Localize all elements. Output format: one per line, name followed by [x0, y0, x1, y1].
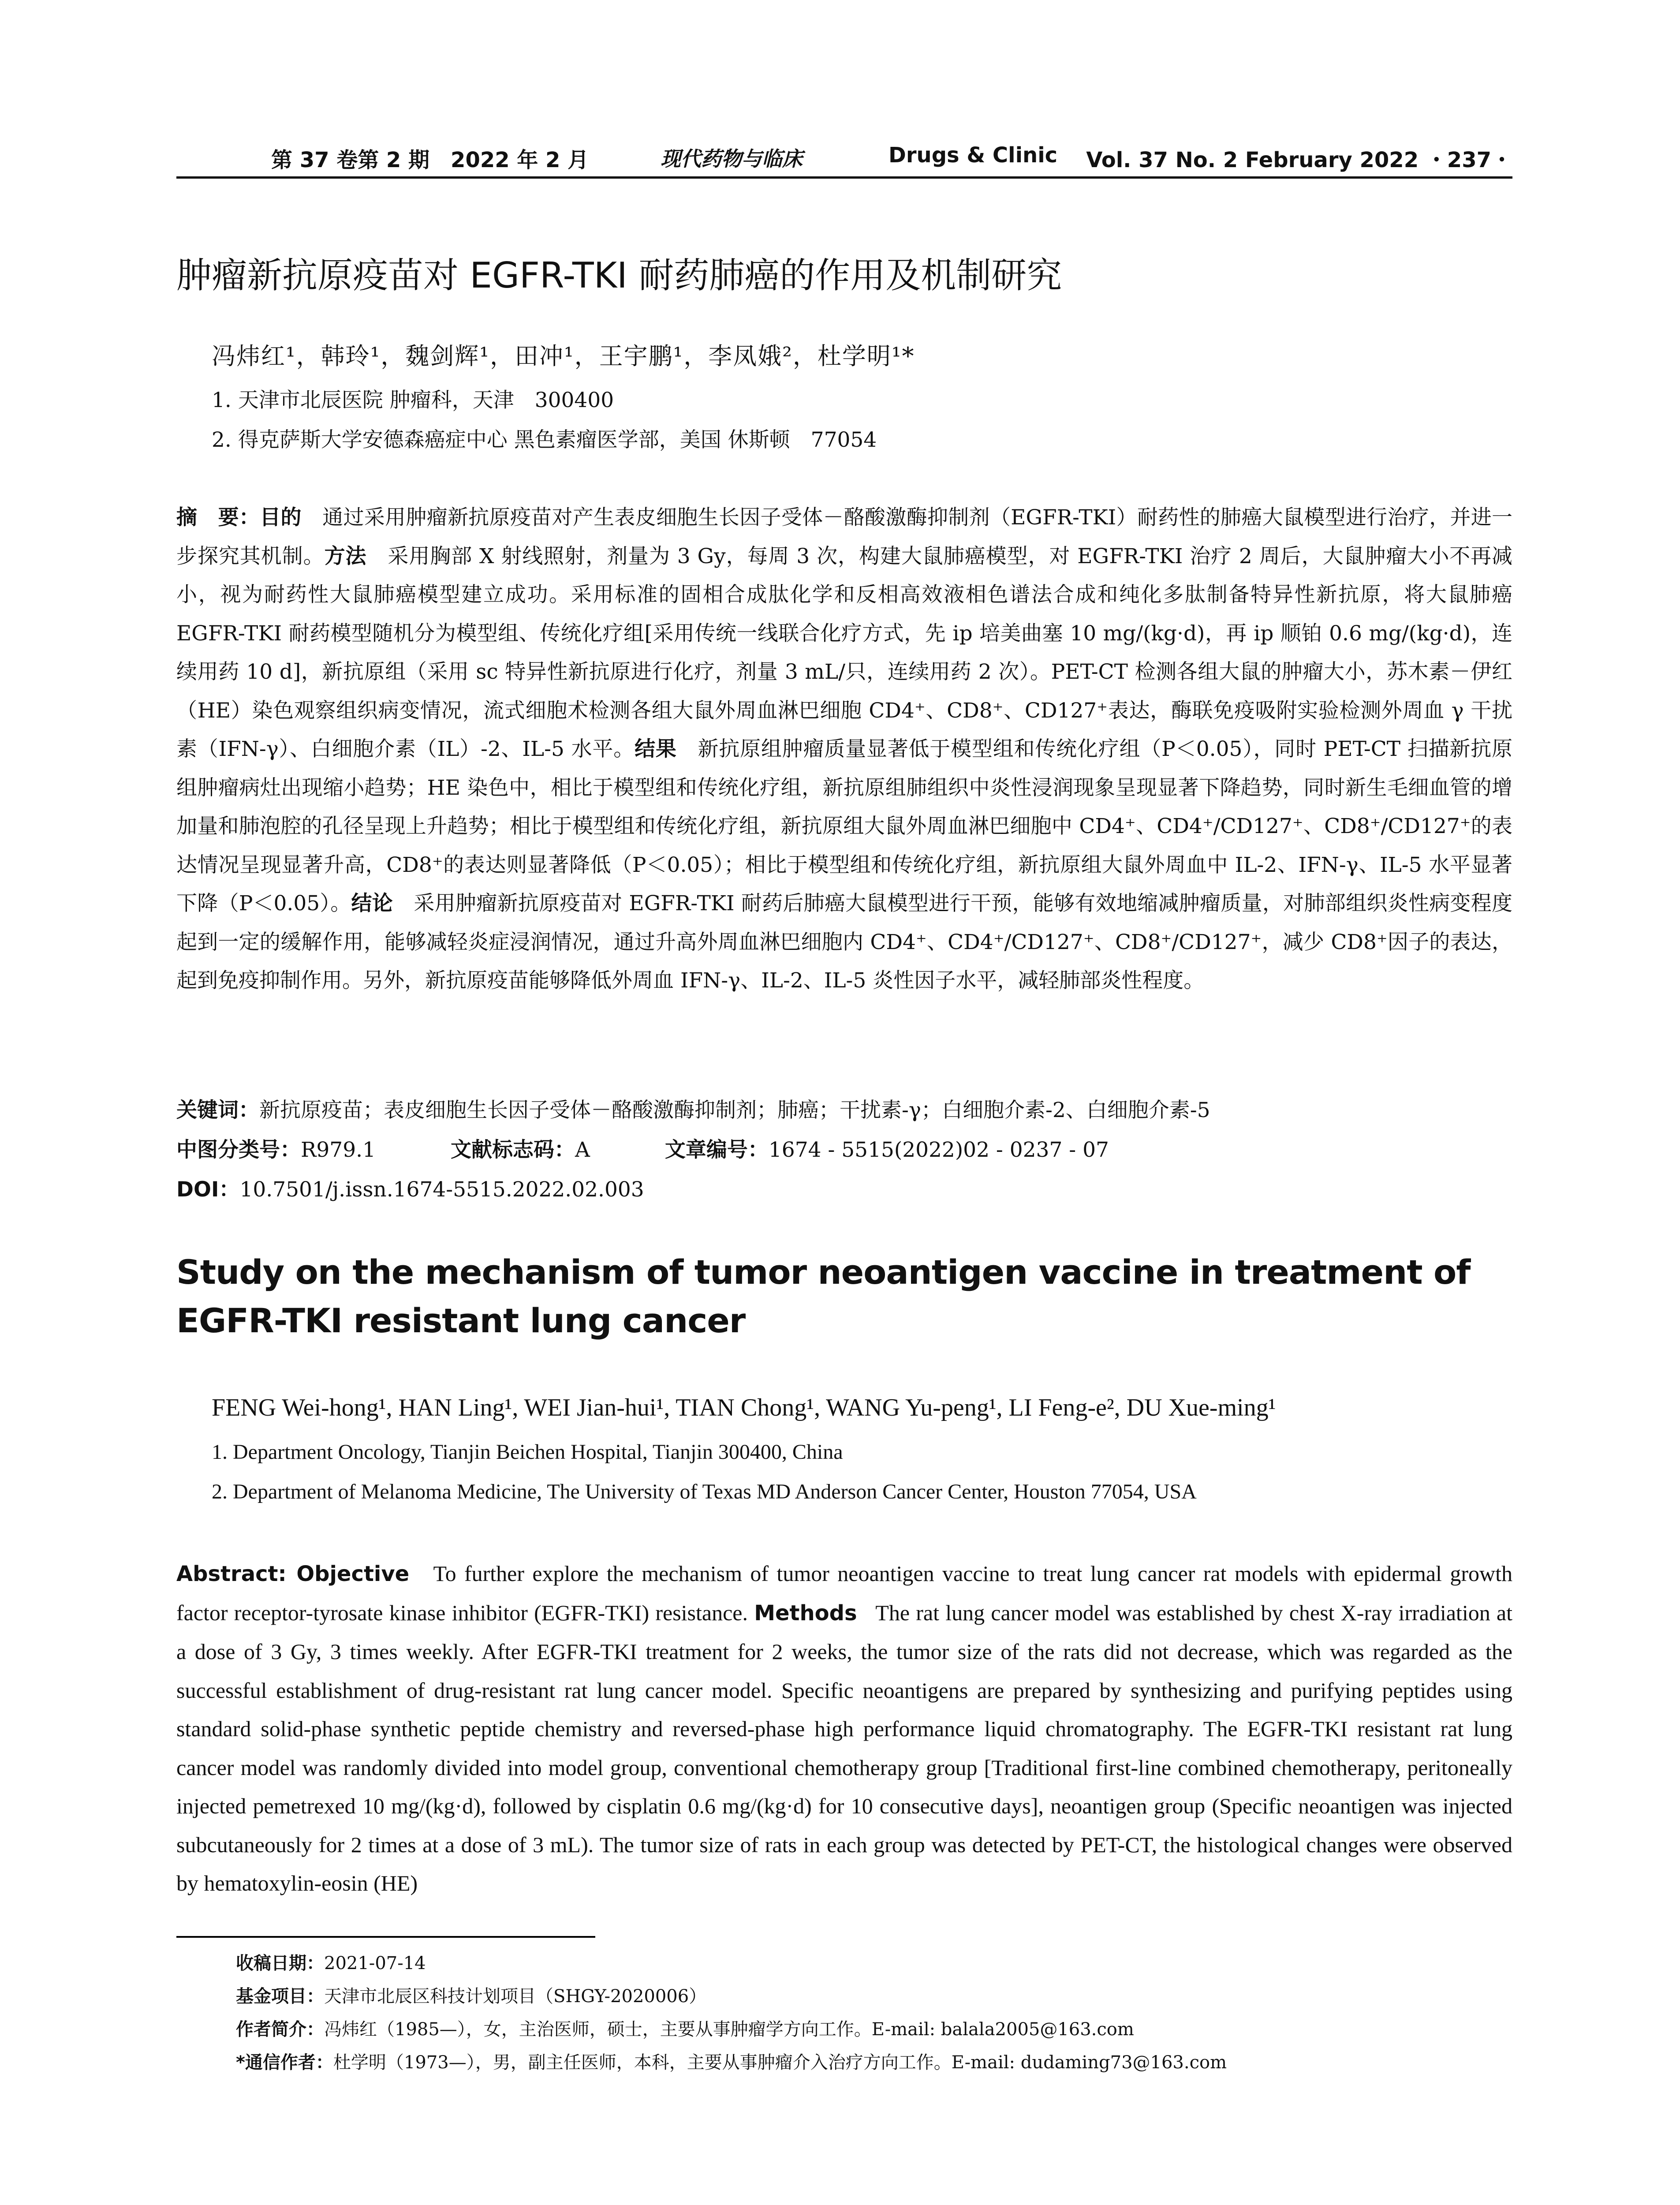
doc-code-value: A — [575, 1138, 590, 1162]
conclusion-cn-label: 结论 — [351, 891, 393, 916]
corr-value: 杜学明（1973—），男，副主任医师，本科，主要从事肿瘤介入治疗方向工作。E-mail: dudaming73@163.com — [333, 2052, 1227, 2073]
article-no-value: 1674 - 5515(2022)02 - 0237 - 07 — [768, 1138, 1109, 1162]
header-journal-cn: 现代药物与临床 — [661, 147, 803, 171]
methods-en-label: Methods — [754, 1600, 857, 1626]
running-header — [176, 137, 1512, 179]
corr-label: *通信作者： — [236, 2052, 333, 2073]
footnote-rule — [176, 1936, 595, 1938]
affiliation-en-1: 1. Department Oncology, Tianjin Beichen Hospital, Tianjin 300400, China — [212, 1440, 843, 1464]
abstract-en-label: Abstract: — [176, 1562, 297, 1586]
methods-cn-label: 方法 — [324, 544, 367, 568]
methods-en-text: The rat lung cancer model was established by chest X-ray irradiation at a dose of 3 Gy, 3 times weekly. After EGFR-TKI treatment for 2 weeks, the tumor size of the rats did not decrease, which was regarded as the successful establishment of drug-resistant rat lung cancer model. Specific neoantigens are prepared by synthesizing and purifying peptides using standard solid-phase synthetic peptide chemistry and reversed-phase high performance liquid chromatography. The EGFR-TKI resistant rat lung cancer model was randomly divided into model group, conventional chemotherapy group [Traditional first-line combined chemotherapy, peritoneally injected pemetrexed 10 mg/(kg·d), followed by cisplatin 0.6 mg/(kg·d) for 10 consecutive days], neoantigen group (Specific neoantigen was injected subcutaneously for 2 times at a dose of 3 mL). The tumor size of rats in each group was detected by PET-CT, the histological changes were observed by hematoxylin-eosin (HE) — [176, 1600, 1513, 1895]
doi-value: 10.7501/j.issn.1674-5515.2022.02.003 — [239, 1177, 644, 1202]
footnote-corresponding — [236, 2048, 1227, 2074]
header-volume-page: Vol. 37 No. 2 February 2022 ・237・ — [1086, 148, 1512, 172]
footnote-fund — [236, 1982, 706, 2007]
keywords-cn-text: 新抗原疫苗；表皮细胞生长因子受体－酪酸激酶抑制剂；肺癌；干扰素-γ；白细胞介素-2、白细胞介素-5 — [259, 1098, 1210, 1122]
classification-line — [176, 1133, 1109, 1163]
objective-cn-text: 通过采用肿瘤新抗原疫苗对产生表皮细胞生长因子受体－酪酸激酶抑制剂（EGFR-TKI）耐药性的肺癌大鼠模型进行治疗，并进一步探究其机制。 — [176, 505, 1513, 568]
author-value: 冯炜红（1985—），女，主治医师，硕士，主要从事肿瘤学方向工作。E-mail: balala2005@163.com — [324, 2019, 1134, 2040]
abstract-cn — [176, 498, 1512, 1000]
header-issue: 第 37 卷第 2 期 2022 年 2 月 — [271, 148, 589, 172]
results-cn-label: 结果 — [635, 737, 677, 761]
author-label: 作者简介： — [236, 2019, 324, 2040]
objective-en-text: To further explore the mechanism of tumor neoantigen vaccine to treat lung cancer rat models with epidermal growth factor receptor-tyrosate kinase inhibitor (EGFR-TKI) resistance. — [176, 1561, 1513, 1625]
article-no-label: 文章编号： — [665, 1138, 769, 1162]
affiliation-cn-1: 1. 天津市北辰医院 肿瘤科，天津 300400 — [212, 388, 614, 412]
abstract-cn-label: 摘 要： — [176, 505, 260, 530]
header-journal-en: Drugs & Clinic — [889, 143, 1058, 168]
footnote-received — [236, 1949, 426, 1974]
authors-en: FENG Wei-hong¹, HAN Ling¹, WEI Jian-hui¹, TIAN Chong¹, WANG Yu-peng¹, LI Feng-e², DU Xue-ming¹ — [212, 1394, 1276, 1421]
footnote-author — [236, 2015, 1134, 2041]
keywords-cn-label: 关键词： — [176, 1098, 259, 1122]
objective-en-label: Objective — [296, 1562, 410, 1586]
doi-line — [176, 1173, 644, 1203]
conclusion-cn-text: 采用肿瘤新抗原疫苗对 EGFR-TKI 耐药后肺癌大鼠模型进行干预，能够有效地缩减肿瘤质量，对肺部组织炎性病变程度起到一定的缓解作用，能够减轻炎症浸润情况，通过升高外周血淋巴细胞内 CD4⁺、CD4⁺/CD127⁺、CD8⁺/CD127⁺，减少 CD8⁺因子的表达，起到免疫抑制作用。另外，新抗原疫苗能够降低外周血 IFN-γ、IL-2、IL-5 炎性因子水平，减轻肺部炎性程度。 — [176, 891, 1513, 993]
fund-label: 基金项目： — [236, 1986, 324, 2007]
methods-cn-text: 采用胸部 X 射线照射，剂量为 3 Gy，每周 3 次，构建大鼠肺癌模型，对 EGFR-TKI 治疗 2 周后，大鼠肿瘤大小不再减小，视为耐药性大鼠肺癌模型建立成功。采用标准的固相合成肽化学和反相高效液相色谱法合成和纯化多肽制备特异性新抗原，将大鼠肺癌 EGFR-TKI 耐药模型随机分为模型组、传统化疗组[采用传统一线联合化疗方式，先 ip 培美曲塞 10 mg/(kg·d)，再 ip 顺铂 0.6 mg/(kg·d)，连续用药 10 d]，新抗原组（采用 sc 特异性新抗原进行化疗，剂量 3 mL/只，连续用药 2 次）。PET-CT 检测各组大鼠的肿瘤大小，苏木素－伊红（HE）染色观察组织病变情况，流式细胞术检测各组大鼠外周血淋巴细胞 CD4⁺、CD8⁺、CD127⁺表达，酶联免疫吸附实验检测外周血 γ 干扰素（IFN-γ）、白细胞介素（IL）-2、IL-5 水平。 — [176, 544, 1513, 761]
clc-label: 中图分类号： — [176, 1138, 301, 1162]
clc-value: R979.1 — [301, 1138, 376, 1162]
keywords-cn — [176, 1094, 1210, 1123]
affiliation-cn-2: 2. 得克萨斯大学安德森癌症中心 黑色素瘤医学部，美国 休斯顿 77054 — [212, 428, 877, 452]
results-cn-text: 新抗原组肿瘤质量显著低于模型组和传统化疗组（P＜0.05），同时 PET-CT 扫描新抗原组肿瘤病灶出现缩小趋势；HE 染色中，相比于模型组和传统化疗组，新抗原组肺组织中炎性浸润现象呈现显著下降趋势，同时新生毛细血管的增加量和肺泡腔的孔径呈现上升趋势；相比于模型组和传统化疗组，新抗原组大鼠外周血淋巴细胞中 CD4⁺、CD4⁺/CD127⁺、CD8⁺/CD127⁺的表达情况呈现显著升高，CD8⁺的表达则显著降低（P＜0.05）；相比于模型组和传统化疗组，新抗原组大鼠外周血中 IL-2、IFN-γ、IL-5 水平显著下降（P＜0.05）。 — [176, 737, 1512, 916]
affiliation-en-2: 2. Department of Melanoma Medicine, The University of Texas MD Anderson Cancer Center, Houston 77054, USA — [212, 1480, 1197, 1503]
received-value: 2021-07-14 — [324, 1953, 426, 1973]
authors-cn: 冯炜红¹，韩玲¹，魏剑辉¹，田冲¹，王宇鹏¹，李凤娥²，杜学明¹* — [212, 342, 915, 370]
received-label: 收稿日期： — [236, 1953, 324, 1973]
doc-code-label: 文献标志码： — [450, 1138, 575, 1162]
fund-value: 天津市北辰区科技计划项目（SHGY-2020006） — [324, 1986, 707, 2007]
doi-label: DOI： — [176, 1177, 240, 1202]
objective-cn-label: 目的 — [260, 505, 302, 530]
abstract-en — [176, 1555, 1512, 1903]
title-en: Study on the mechanism of tumor neoantigen vaccine in treatment of EGFR-TKI resistant lung cancer — [176, 1252, 1471, 1340]
title-cn: 肿瘤新抗原疫苗对 EGFR-TKI 耐药肺癌的作用及机制研究 — [176, 255, 1062, 296]
